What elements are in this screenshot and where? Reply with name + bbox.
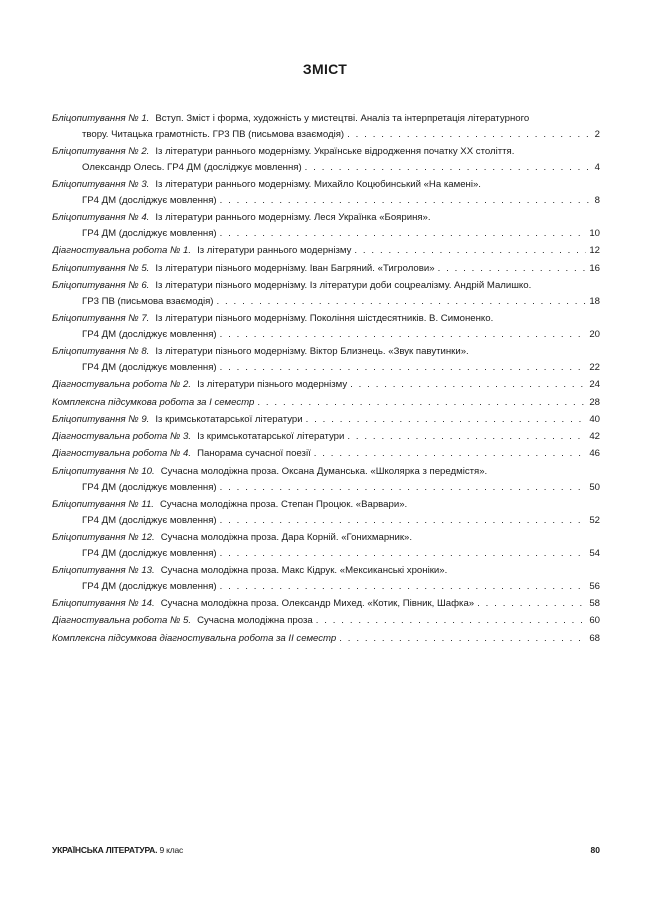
- toc-entry-page: 16: [589, 262, 600, 274]
- dot-leader: [220, 327, 587, 343]
- toc-entry-page: 4: [594, 161, 600, 173]
- toc-entry-kind: Діагностувальна робота № 5.: [52, 615, 192, 627]
- toc-entry-title: Із літератури пізнього модернізму. Із літератури доби соцреалізму. Андрій Малишко.: [155, 279, 532, 291]
- toc-entry-heading: [52, 631, 336, 647]
- toc-entry-heading: [52, 344, 469, 360]
- toc-entry-page: 54: [589, 547, 600, 559]
- toc-entry-page: 58: [589, 598, 600, 610]
- toc-entry[interactable]: [52, 395, 600, 411]
- toc-entry-page: 56: [589, 580, 600, 592]
- dot-leader: [347, 127, 592, 143]
- footer-subject-text: УКРАЇНСЬКА ЛІТЕРАТУРА.: [52, 845, 158, 855]
- toc-entry-title: ГР4 ДМ (досліджує мовлення): [82, 361, 217, 373]
- toc-entry-title: ГР4 ДМ (досліджує мовлення): [82, 547, 217, 559]
- dot-leader: [306, 412, 587, 428]
- toc-entry[interactable]: [52, 429, 600, 445]
- toc-entry[interactable]: [52, 446, 600, 462]
- toc-entry-line: [52, 464, 600, 480]
- toc-entry-title: ГР4 ДМ (досліджує мовлення): [82, 580, 217, 592]
- footer-subject: [52, 845, 183, 855]
- toc-entry-kind: Комплексна підсумкова діагностувальна робота за ІІ семестр: [52, 632, 337, 644]
- toc-entry-line: [52, 193, 600, 209]
- toc-entry-page: 60: [589, 615, 600, 627]
- toc-entry-line: [52, 613, 600, 629]
- footer-page-number: 80: [590, 845, 600, 855]
- dot-leader: [220, 579, 587, 595]
- toc-entry-line: [52, 480, 600, 496]
- page-title: ЗМІСТ: [302, 61, 348, 77]
- toc-entry-kind: Бліцопитування № 12.: [52, 531, 155, 543]
- toc-entry-page: 50: [589, 481, 600, 493]
- toc-entry-title: Із літератури пізнього модернізму: [197, 379, 348, 391]
- toc-entry-kind: Комплексна підсумкова робота за І семестр: [52, 396, 255, 408]
- toc-entry-page: 12: [589, 245, 600, 257]
- toc-entry-heading: [52, 497, 407, 513]
- dot-leader: [316, 613, 587, 629]
- dot-leader: [220, 360, 587, 376]
- toc-entry-line: [52, 311, 600, 327]
- toc-entry-page: 42: [589, 431, 600, 443]
- toc-entry-heading: [52, 377, 347, 393]
- toc-entry-title: Із літератури пізнього модернізму. Віктор Близнець. «Звук павутинки».: [155, 346, 469, 358]
- toc-entry[interactable]: [52, 464, 600, 496]
- toc-entry[interactable]: [52, 261, 600, 277]
- toc-entry[interactable]: [52, 631, 600, 647]
- toc-entry-title: Сучасна молодіжна проза. Оксана Думанська. «Школярка з передмістя».: [160, 465, 488, 477]
- toc-entry-line: [52, 278, 600, 294]
- toc-entry-page: 40: [589, 413, 600, 425]
- dot-leader: [477, 596, 586, 612]
- toc-entry-kind: Бліцопитування № 1.: [52, 113, 150, 124]
- toc-entry-heading: [52, 412, 303, 428]
- toc-entry-title: ГР4 ДМ (досліджує мовлення): [82, 194, 217, 206]
- toc-entry-heading: [52, 311, 493, 327]
- toc-entry-line: [52, 261, 600, 277]
- toc-entry[interactable]: [52, 210, 600, 242]
- toc-entry-heading: [52, 278, 531, 294]
- toc-entry[interactable]: [52, 344, 600, 376]
- toc-entry[interactable]: [52, 530, 600, 562]
- toc-entry-title: Сучасна молодіжна проза. Дара Корній. «Гонихмарник».: [160, 531, 413, 543]
- dot-leader: [220, 193, 592, 209]
- dot-leader: [354, 243, 586, 259]
- toc-entry-heading: [52, 429, 344, 445]
- toc-entry-heading: [52, 144, 514, 160]
- toc-entry-line: [52, 327, 600, 343]
- toc-entry-title: Сучасна молодіжна проза: [197, 615, 313, 627]
- toc-entry-page: 24: [589, 379, 600, 391]
- toc-entry-heading: [52, 464, 487, 480]
- toc-entry-heading: [52, 177, 481, 193]
- toc-entry-page: 10: [589, 228, 600, 240]
- toc-entry[interactable]: [52, 613, 600, 629]
- toc-entry-line: [52, 111, 600, 127]
- toc-entry-line: [52, 127, 600, 143]
- toc-entry-line: [52, 243, 600, 259]
- toc-entry-line: [52, 294, 600, 310]
- toc-entry-line: [52, 360, 600, 376]
- toc-entry[interactable]: [52, 412, 600, 428]
- toc-entry-title: Вступ. Зміст і форма, художність у мистецтві. Аналіз та інтерпретація літературного: [155, 113, 530, 124]
- toc-entry-kind: Бліцопитування № 14.: [52, 598, 155, 610]
- toc-entry-line: [52, 344, 600, 360]
- toc-entry[interactable]: [52, 144, 600, 176]
- dot-leader: [216, 294, 586, 310]
- toc-entry-kind: Бліцопитування № 11.: [52, 498, 154, 510]
- toc-entry-kind: Бліцопитування № 10.: [52, 465, 155, 477]
- toc-entry-heading: [52, 395, 254, 411]
- toc-entry-title: ГР4 ДМ (досліджує мовлення): [82, 228, 217, 240]
- toc-entry-kind: Бліцопитування № 8.: [52, 346, 150, 358]
- toc-entry-page: 28: [589, 396, 600, 408]
- dot-leader: [220, 513, 587, 529]
- toc-entry-title: Із літератури раннього модернізму. Українське відродження початку ХХ століття.: [155, 146, 515, 158]
- toc-entry-line: [52, 377, 600, 393]
- toc-entry-page: 18: [589, 295, 600, 307]
- toc-entry-heading: [52, 596, 474, 612]
- toc-entry-line: [52, 226, 600, 242]
- table-of-contents: [52, 111, 600, 648]
- toc-entry-kind: Діагностувальна робота № 3.: [52, 431, 192, 443]
- toc-entry-page: 68: [589, 632, 600, 644]
- toc-entry-heading: [52, 111, 529, 127]
- toc-entry-title: Олександр Олесь. ГР4 ДМ (досліджує мовлення): [82, 161, 302, 173]
- toc-entry-title: Сучасна молодіжна проза. Олександр Михед. «Котик, Півник, Шафка»: [160, 598, 475, 610]
- toc-entry-line: [52, 446, 600, 462]
- toc-entry-title: твору. Читацька грамотність. ГР3 ПВ (письмова взаємодія): [82, 128, 345, 140]
- toc-entry-page: 2: [594, 128, 600, 140]
- toc-entry-title: ГР4 ДМ (досліджує мовлення): [82, 514, 217, 526]
- toc-entry-line: [52, 596, 600, 612]
- toc-entry-kind: Бліцопитування № 9.: [52, 413, 150, 425]
- toc-entry-kind: Діагностувальна робота № 4.: [52, 448, 192, 460]
- toc-entry-title: ГР4 ДМ (досліджує мовлення): [82, 481, 217, 493]
- toc-entry-line: [52, 563, 600, 579]
- toc-entry-kind: Бліцопитування № 6.: [52, 279, 150, 291]
- toc-entry-heading: [52, 243, 351, 259]
- footer-grade: 9 клас: [157, 845, 184, 855]
- toc-entry-kind: Бліцопитування № 7.: [52, 313, 150, 325]
- toc-entry-line: [52, 412, 600, 428]
- toc-entry[interactable]: [52, 563, 600, 595]
- toc-entry-heading: [52, 261, 435, 277]
- toc-entry-line: [52, 546, 600, 562]
- dot-leader: [350, 377, 586, 393]
- toc-entry-line: [52, 513, 600, 529]
- toc-entry-heading: [52, 446, 311, 462]
- toc-entry-title: ГР3 ПВ (письмова взаємодія): [82, 295, 214, 307]
- toc-entry-line: [52, 177, 600, 193]
- toc-entry-title: Із літератури раннього модернізму. Леся Українка «Бояриня».: [155, 212, 431, 224]
- toc-entry-kind: Бліцопитування № 13.: [52, 565, 155, 577]
- toc-entry[interactable]: [52, 311, 600, 343]
- toc-entry-heading: [52, 613, 313, 629]
- toc-entry-line: [52, 631, 600, 647]
- toc-entry-heading: [52, 210, 431, 226]
- toc-entry[interactable]: [52, 243, 600, 259]
- toc-entry-kind: Бліцопитування № 3.: [52, 179, 150, 191]
- toc-entry-title: ГР4 ДМ (досліджує мовлення): [82, 328, 217, 340]
- toc-entry[interactable]: [52, 596, 600, 612]
- toc-entry-title: Сучасна молодіжна проза. Макс Кідрук. «Мексиканські хроніки».: [160, 565, 448, 577]
- toc-entry-line: [52, 144, 600, 160]
- dot-leader: [305, 160, 592, 176]
- toc-entry-page: 22: [589, 361, 600, 373]
- dot-leader: [220, 226, 587, 242]
- toc-entry-kind: Бліцопитування № 5.: [52, 262, 150, 274]
- toc-entry-title: Із літератури пізнього модернізму. Іван Багряний. «Тигролови»: [155, 262, 435, 274]
- toc-entry-kind: Діагностувальна робота № 2.: [52, 379, 192, 391]
- toc-entry-kind: Діагностувальна робота № 1.: [52, 245, 192, 257]
- toc-entry-line: [52, 497, 600, 513]
- toc-entry[interactable]: [52, 377, 600, 393]
- dot-leader: [314, 446, 587, 462]
- toc-entry-heading: [52, 530, 412, 546]
- toc-entry-line: [52, 160, 600, 176]
- toc-entry[interactable]: [52, 278, 600, 310]
- toc-entry-line: [52, 429, 600, 445]
- toc-entry-page: 52: [589, 514, 600, 526]
- dot-leader: [339, 631, 586, 647]
- toc-entry[interactable]: [52, 497, 600, 529]
- dot-leader: [257, 395, 586, 411]
- toc-entry-kind: Бліцопитування № 4.: [52, 212, 150, 224]
- dot-leader: [347, 429, 586, 445]
- toc-entry-page: 8: [594, 194, 600, 206]
- toc-entry-title: Із кримськотатарської літератури: [197, 431, 345, 443]
- toc-entry-page: 20: [589, 328, 600, 340]
- toc-entry-title: Із кримськотатарської літератури: [155, 413, 303, 425]
- toc-entry-page: 46: [589, 448, 600, 460]
- dot-leader: [220, 480, 587, 496]
- toc-entry-kind: Бліцопитування № 2.: [52, 146, 150, 158]
- dot-leader: [220, 546, 587, 562]
- toc-entry-line: [52, 395, 600, 411]
- dot-leader: [438, 261, 587, 277]
- toc-entry-title: Із літератури раннього модернізму. Михайло Коцюбинський «На камені».: [155, 179, 481, 191]
- toc-entry[interactable]: [52, 111, 600, 143]
- toc-entry-line: [52, 530, 600, 546]
- toc-entry-line: [52, 210, 600, 226]
- toc-entry[interactable]: [52, 177, 600, 209]
- toc-entry-title: Із літератури раннього модернізму: [197, 245, 352, 257]
- toc-entry-title: Із літератури пізнього модернізму. Покоління шістдесятників. В. Симоненко.: [155, 313, 494, 325]
- toc-entry-heading: [52, 563, 447, 579]
- toc-entry-title: Сучасна молодіжна проза. Степан Процюк. «Варвари».: [159, 498, 408, 510]
- toc-entry-title: Панорама сучасної поезії: [197, 448, 311, 460]
- toc-entry-line: [52, 579, 600, 595]
